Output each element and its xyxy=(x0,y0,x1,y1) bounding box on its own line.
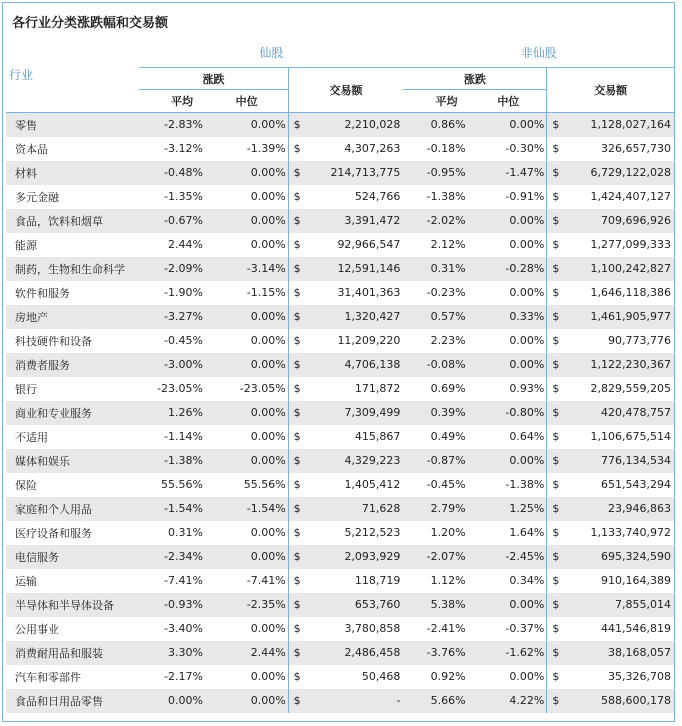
table-row xyxy=(6,401,674,425)
industry-name: 制药，生物和生命科学 xyxy=(6,257,139,281)
b-median-value: 0.93% xyxy=(509,382,545,395)
b-median-value: -1.62% xyxy=(468,641,547,665)
a-volume-value: 50,468 xyxy=(361,670,401,683)
b-currency-symbol: $ xyxy=(547,425,568,449)
a-avg-value: -7.41% xyxy=(164,574,203,587)
b-median-value: -1.47% xyxy=(468,161,547,185)
b-volume-value: 326,657,730 xyxy=(601,142,671,155)
b-median-value: -0.30% xyxy=(505,142,545,155)
a-median-value: -7.41% xyxy=(246,574,286,587)
a-currency-symbol: $ xyxy=(288,257,309,281)
industry-name: 媒体和娱乐 xyxy=(6,449,139,473)
b-volume-value: 1,424,407,127 xyxy=(590,190,671,203)
header-b-change: 涨跌 xyxy=(403,68,546,90)
a-avg-value: -3.12% xyxy=(164,142,203,155)
b-median-value: 0.00% xyxy=(509,334,545,347)
table-row xyxy=(6,593,674,617)
b-median-value: 1.64% xyxy=(509,526,545,539)
a-median-value: 0.00% xyxy=(205,449,288,473)
b-volume-value: 441,546,819 xyxy=(601,622,671,635)
a-volume-value: 4,706,138 xyxy=(309,353,403,377)
a-median-value: 0.00% xyxy=(250,190,286,203)
b-avg-value: 2.23% xyxy=(430,334,466,347)
a-median-value: 0.00% xyxy=(250,526,286,539)
a-avg-value: 1.26% xyxy=(139,401,205,425)
a-avg-value: -2.17% xyxy=(164,670,203,683)
data-table-card xyxy=(2,2,675,722)
b-avg-value: -0.08% xyxy=(403,353,467,377)
a-avg-value: -1.14% xyxy=(164,430,203,443)
table-row xyxy=(6,521,674,545)
b-volume-value: 420,478,757 xyxy=(568,401,674,425)
a-avg-value: -2.34% xyxy=(139,545,205,569)
a-avg-value: -0.45% xyxy=(164,334,203,347)
industry-name: 零售 xyxy=(6,113,139,137)
table-row xyxy=(6,233,674,257)
a-volume-value: 7,309,499 xyxy=(309,401,403,425)
b-currency-symbol: $ xyxy=(547,137,568,161)
a-avg-value: -23.05% xyxy=(157,382,203,395)
b-median-value: 0.00% xyxy=(509,670,545,683)
a-median-value: 0.00% xyxy=(250,622,286,635)
b-avg-value: 5.66% xyxy=(403,689,467,713)
a-volume-value: 118,719 xyxy=(354,574,401,587)
b-volume-value: 1,128,027,164 xyxy=(568,113,674,137)
b-volume-value: 1,106,675,514 xyxy=(590,430,671,443)
b-median-value: 0.00% xyxy=(468,353,547,377)
table-row xyxy=(6,257,674,281)
a-median-value: -3.14% xyxy=(205,257,288,281)
b-median-value: 0.00% xyxy=(468,113,547,137)
industry-name: 不适用 xyxy=(15,430,48,444)
table-row xyxy=(6,641,674,665)
a-median-value: 0.00% xyxy=(205,209,288,233)
a-median-value: 0.00% xyxy=(205,689,288,713)
b-currency-symbol: $ xyxy=(547,521,568,545)
b-currency-symbol: $ xyxy=(547,377,568,401)
table-row xyxy=(6,473,674,497)
industry-name: 食品，饮料和烟草 xyxy=(6,209,139,233)
a-volume-value: 1,320,427 xyxy=(309,305,403,329)
b-currency-symbol: $ xyxy=(547,665,568,689)
industry-name: 消费者服务 xyxy=(6,353,139,377)
table-row xyxy=(6,689,674,713)
b-avg-value: -3.76% xyxy=(403,641,467,665)
table-row xyxy=(6,113,674,137)
b-avg-value: 0.31% xyxy=(403,257,467,281)
b-currency-symbol: $ xyxy=(547,233,568,257)
b-median-value: -0.28% xyxy=(468,257,547,281)
table-row xyxy=(6,353,674,377)
a-volume-value: 653,760 xyxy=(309,593,403,617)
a-avg-value: 0.00% xyxy=(139,689,205,713)
table-row xyxy=(6,497,674,521)
table-row xyxy=(6,665,674,689)
b-currency-symbol: $ xyxy=(547,689,568,713)
a-currency-symbol: $ xyxy=(288,497,309,521)
a-median-value: 0.00% xyxy=(250,430,286,443)
header-group-b: 非仙股 xyxy=(403,37,674,68)
a-avg-value: -0.67% xyxy=(139,209,205,233)
header-industry: 行业 xyxy=(9,68,34,82)
b-avg-value: 0.69% xyxy=(430,382,466,395)
a-median-value: -1.54% xyxy=(205,497,288,521)
table-row xyxy=(6,137,674,161)
a-currency-symbol: $ xyxy=(288,305,309,329)
b-volume-value: 1,646,118,386 xyxy=(590,286,671,299)
a-currency-symbol: $ xyxy=(288,353,309,377)
a-volume-value: 524,766 xyxy=(354,190,401,203)
table-row xyxy=(6,329,674,353)
a-median-value: 0.00% xyxy=(205,113,288,137)
a-currency-symbol: $ xyxy=(288,569,309,593)
industry-name: 软件和服务 xyxy=(15,286,70,300)
a-avg-value: -1.54% xyxy=(139,497,205,521)
a-median-value: 0.00% xyxy=(250,238,286,251)
b-median-value: 0.00% xyxy=(509,286,545,299)
a-avg-value: -1.38% xyxy=(139,449,205,473)
a-currency-symbol: $ xyxy=(288,593,309,617)
industry-name: 材料 xyxy=(6,161,139,185)
table-row xyxy=(6,185,674,209)
industry-name: 保险 xyxy=(15,478,37,492)
a-median-value: -23.05% xyxy=(239,382,286,395)
b-median-value: -1.38% xyxy=(505,478,545,491)
b-median-value: 0.33% xyxy=(468,305,547,329)
b-median-value: 0.00% xyxy=(468,209,547,233)
b-volume-value: 7,855,014 xyxy=(568,593,674,617)
a-currency-symbol: $ xyxy=(288,233,309,257)
b-currency-symbol: $ xyxy=(547,593,568,617)
industry-name: 公用事业 xyxy=(15,622,59,636)
a-avg-value: 2.44% xyxy=(168,238,203,251)
a-volume-value: 92,966,547 xyxy=(337,238,401,251)
b-avg-value: 5.38% xyxy=(403,593,467,617)
a-median-value: 0.00% xyxy=(250,334,286,347)
a-avg-value: 0.31% xyxy=(168,526,203,539)
a-avg-value: -2.83% xyxy=(139,113,205,137)
b-median-value: -0.80% xyxy=(468,401,547,425)
b-currency-symbol: $ xyxy=(547,473,568,497)
b-median-value: -2.45% xyxy=(468,545,547,569)
b-volume-value: 38,168,057 xyxy=(568,641,674,665)
a-currency-symbol: $ xyxy=(288,209,309,233)
a-volume-value: 4,329,223 xyxy=(309,449,403,473)
a-median-value: -2.35% xyxy=(205,593,288,617)
b-currency-symbol: $ xyxy=(547,353,568,377)
b-avg-value: -0.95% xyxy=(403,161,467,185)
b-avg-value: 0.86% xyxy=(403,113,467,137)
b-median-value: 1.25% xyxy=(468,497,547,521)
header-a-avg: 平均 xyxy=(170,95,193,108)
a-median-value: 0.00% xyxy=(250,670,286,683)
a-median-value: 0.00% xyxy=(205,401,288,425)
b-volume-value: 1,461,905,977 xyxy=(568,305,674,329)
b-currency-symbol: $ xyxy=(547,545,568,569)
b-median-value: 0.00% xyxy=(468,593,547,617)
table-row xyxy=(6,281,674,305)
b-avg-value: -2.41% xyxy=(426,622,466,635)
header-a-median: 中位 xyxy=(235,95,258,108)
a-currency-symbol: $ xyxy=(288,521,309,545)
a-avg-value: -1.35% xyxy=(164,190,203,203)
b-median-value: 0.00% xyxy=(509,238,545,251)
header-b-volume: 交易额 xyxy=(547,68,674,113)
b-avg-value: 1.20% xyxy=(430,526,466,539)
a-median-value: 55.56% xyxy=(243,478,286,491)
table-row xyxy=(6,545,674,569)
a-volume-value: 12,591,146 xyxy=(309,257,403,281)
b-currency-symbol: $ xyxy=(547,449,568,473)
b-median-value: 4.22% xyxy=(468,689,547,713)
industry-name: 商业和专业服务 xyxy=(6,401,139,425)
a-currency-symbol: $ xyxy=(288,641,309,665)
a-volume-value: 11,209,220 xyxy=(337,334,401,347)
a-currency-symbol: $ xyxy=(288,137,309,161)
b-currency-symbol: $ xyxy=(547,257,568,281)
b-avg-value: -0.23% xyxy=(426,286,466,299)
table-row xyxy=(6,377,674,401)
a-volume-value: 3,780,858 xyxy=(344,622,401,635)
b-volume-value: 2,829,559,205 xyxy=(590,382,671,395)
b-currency-symbol: $ xyxy=(547,161,568,185)
b-avg-value: 0.57% xyxy=(403,305,467,329)
table-row xyxy=(6,569,674,593)
b-volume-value: 23,946,863 xyxy=(568,497,674,521)
table-row xyxy=(6,449,674,473)
a-currency-symbol: $ xyxy=(288,401,309,425)
b-currency-symbol: $ xyxy=(547,329,568,353)
b-volume-value: 1,100,242,827 xyxy=(568,257,674,281)
table-row xyxy=(6,425,674,449)
a-median-value: 0.00% xyxy=(205,161,288,185)
industry-name: 科技硬件和设备 xyxy=(15,334,92,348)
b-volume-value: 35,326,708 xyxy=(608,670,671,683)
b-volume-value: 6,729,122,028 xyxy=(568,161,674,185)
industry-name: 运输 xyxy=(15,574,37,588)
b-avg-value: -0.87% xyxy=(403,449,467,473)
table-row xyxy=(6,161,674,185)
a-currency-symbol: $ xyxy=(288,329,309,353)
a-volume-value: 3,391,472 xyxy=(309,209,403,233)
a-volume-value: 4,307,263 xyxy=(344,142,401,155)
b-currency-symbol: $ xyxy=(547,185,568,209)
a-avg-value: -2.09% xyxy=(139,257,205,281)
a-currency-symbol: $ xyxy=(288,185,309,209)
a-avg-value: 3.30% xyxy=(139,641,205,665)
a-currency-symbol: $ xyxy=(288,665,309,689)
b-avg-value: 0.92% xyxy=(430,670,466,683)
a-avg-value: -3.40% xyxy=(164,622,203,635)
industry-name: 能源 xyxy=(15,238,37,252)
b-avg-value: 1.12% xyxy=(430,574,466,587)
b-avg-value: -2.02% xyxy=(403,209,467,233)
a-currency-symbol: $ xyxy=(288,377,309,401)
header-b-median: 中位 xyxy=(497,95,520,108)
b-volume-value: 695,324,590 xyxy=(568,545,674,569)
b-currency-symbol: $ xyxy=(547,641,568,665)
b-median-value: -0.37% xyxy=(505,622,545,635)
industry-name: 汽车和零部件 xyxy=(15,670,81,684)
b-currency-symbol: $ xyxy=(547,113,568,137)
b-avg-value: 2.79% xyxy=(403,497,467,521)
industry-name: 半导体和半导体设备 xyxy=(6,593,139,617)
a-currency-symbol: $ xyxy=(288,281,309,305)
a-avg-value: -3.00% xyxy=(139,353,205,377)
a-volume-value: 415,867 xyxy=(354,430,401,443)
b-avg-value: -0.18% xyxy=(426,142,466,155)
industry-name: 消费耐用品和服装 xyxy=(6,641,139,665)
b-volume-value: 910,164,389 xyxy=(601,574,671,587)
b-volume-value: 1,133,740,972 xyxy=(590,526,671,539)
b-avg-value: 0.49% xyxy=(430,430,466,443)
b-volume-value: 1,122,230,367 xyxy=(568,353,674,377)
b-avg-value: -1.38% xyxy=(426,190,466,203)
a-volume-value: 71,628 xyxy=(309,497,403,521)
a-volume-value: - xyxy=(309,689,403,713)
header-group-a: 仙股 xyxy=(139,37,403,68)
industry-name: 银行 xyxy=(15,382,37,396)
a-median-value: -1.15% xyxy=(246,286,286,299)
b-median-value: 0.64% xyxy=(509,430,545,443)
table-row xyxy=(6,305,674,329)
industry-name: 资本品 xyxy=(15,142,48,156)
table-row xyxy=(6,617,674,641)
table-title: 各行业分类涨跌幅和交易额 xyxy=(12,16,169,31)
a-currency-symbol: $ xyxy=(288,425,309,449)
b-currency-symbol: $ xyxy=(547,497,568,521)
a-currency-symbol: $ xyxy=(288,113,309,137)
a-currency-symbol: $ xyxy=(288,161,309,185)
b-avg-value: -0.45% xyxy=(426,478,466,491)
b-volume-value: 776,134,534 xyxy=(568,449,674,473)
a-median-value: 2.44% xyxy=(205,641,288,665)
header-b-avg: 平均 xyxy=(435,95,458,108)
a-avg-value: -1.90% xyxy=(164,286,203,299)
industry-name: 医疗设备和服务 xyxy=(15,526,92,540)
industry-table xyxy=(6,37,674,713)
a-volume-value: 171,872 xyxy=(354,382,401,395)
a-avg-value: -0.93% xyxy=(139,593,205,617)
industry-name: 房地产 xyxy=(6,305,139,329)
industry-name: 电信服务 xyxy=(6,545,139,569)
b-currency-symbol: $ xyxy=(547,617,568,641)
a-currency-symbol: $ xyxy=(288,689,309,713)
a-currency-symbol: $ xyxy=(288,545,309,569)
b-currency-symbol: $ xyxy=(547,209,568,233)
b-avg-value: -2.07% xyxy=(403,545,467,569)
b-volume-value: 651,543,294 xyxy=(601,478,671,491)
a-median-value: 0.00% xyxy=(205,305,288,329)
a-volume-value: 2,210,028 xyxy=(309,113,403,137)
b-volume-value: 709,696,926 xyxy=(568,209,674,233)
a-median-value: 0.00% xyxy=(205,353,288,377)
b-median-value: 0.34% xyxy=(509,574,545,587)
b-volume-value: 588,600,178 xyxy=(568,689,674,713)
b-volume-value: 1,277,099,333 xyxy=(590,238,671,251)
a-median-value: -1.39% xyxy=(246,142,286,155)
b-currency-symbol: $ xyxy=(547,305,568,329)
a-avg-value: 55.56% xyxy=(161,478,203,491)
industry-name: 食品和日用品零售 xyxy=(6,689,139,713)
a-currency-symbol: $ xyxy=(288,449,309,473)
a-median-value: 0.00% xyxy=(205,545,288,569)
industry-name: 多元金融 xyxy=(15,190,59,204)
b-avg-value: 2.12% xyxy=(430,238,466,251)
b-median-value: -0.91% xyxy=(505,190,545,203)
table-row xyxy=(6,209,674,233)
b-currency-symbol: $ xyxy=(547,281,568,305)
a-avg-value: -3.27% xyxy=(139,305,205,329)
b-avg-value: 0.39% xyxy=(403,401,467,425)
a-avg-value: -0.48% xyxy=(139,161,205,185)
a-volume-value: 2,486,458 xyxy=(309,641,403,665)
a-currency-symbol: $ xyxy=(288,617,309,641)
a-volume-value: 2,093,929 xyxy=(309,545,403,569)
a-volume-value: 214,713,775 xyxy=(309,161,403,185)
header-a-volume: 交易额 xyxy=(288,68,403,113)
header-a-change: 涨跌 xyxy=(139,68,288,90)
a-volume-value: 5,212,523 xyxy=(344,526,401,539)
a-currency-symbol: $ xyxy=(288,473,309,497)
a-volume-value: 31,401,363 xyxy=(337,286,401,299)
b-volume-value: 90,773,776 xyxy=(608,334,671,347)
a-volume-value: 1,405,412 xyxy=(344,478,401,491)
b-median-value: 0.00% xyxy=(468,449,547,473)
b-currency-symbol: $ xyxy=(547,569,568,593)
b-currency-symbol: $ xyxy=(547,401,568,425)
industry-name: 家庭和个人用品 xyxy=(6,497,139,521)
